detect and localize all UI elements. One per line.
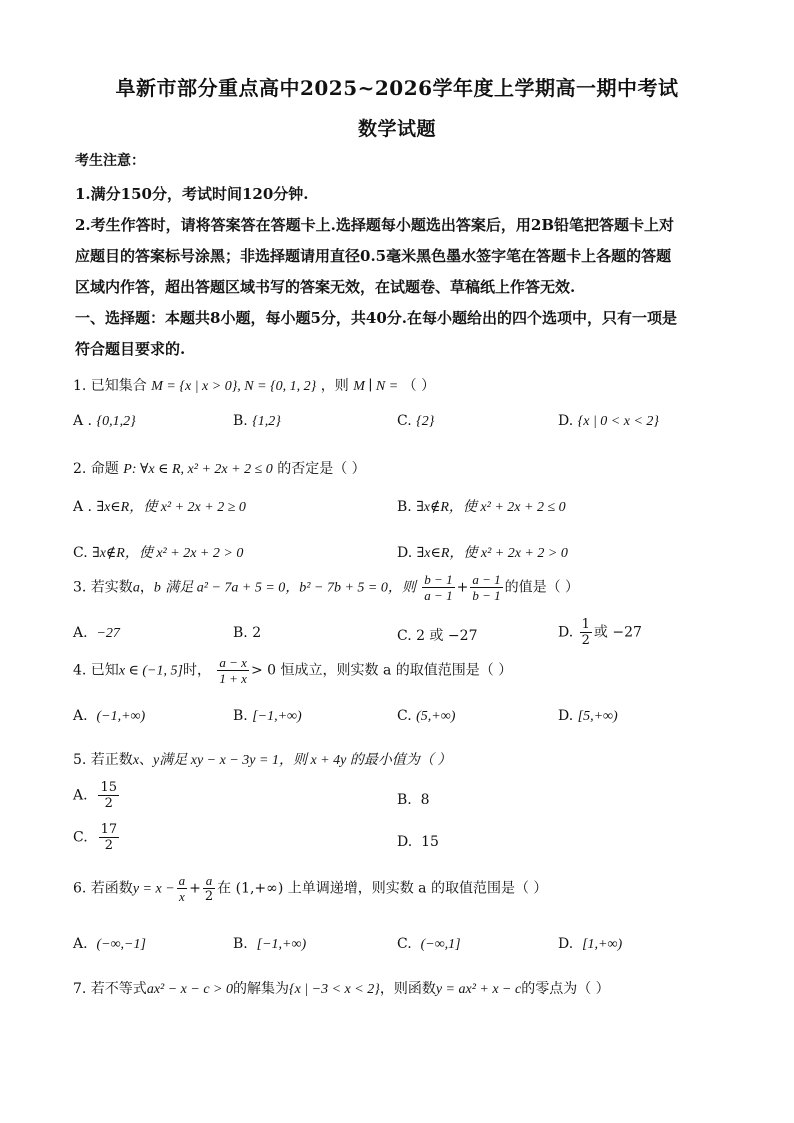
q7-inequality: ax² − x − c > 0 [146, 982, 233, 997]
notice-item-2-line-3: 区域内作答，超出答题区域书写的答案无效，在试题卷、草稿纸上作答无效. [75, 278, 576, 296]
q5-option-d: D. 15 [397, 834, 439, 850]
q7-then: ，则函数 [379, 981, 436, 997]
q3-stem-end: 的值是（ ） [504, 579, 580, 596]
question-3-stem [73, 572, 579, 603]
q6-option-c: C. (−∞,1] [397, 936, 461, 952]
exam-subtitle: 数学试题 [357, 118, 436, 140]
q7-stem-end: 的零点为（ ） [521, 981, 610, 997]
q3-condition: 满足 a² − 7a + 5 = 0，b² − 7b + 5 = 0，则 [165, 580, 416, 596]
notice-item-2-line-1: 2.考生作答时，请将答案答在答题卡上.选择题每小题选出答案后，用2B铅笔把答题卡上对 [75, 216, 675, 234]
q3-option-d-half: $\frac{1}{2}$ [581, 617, 590, 648]
q6-fraction-1: $\frac{a}{x}$ [178, 873, 186, 904]
q6-option-d: D. [1,+∞) [558, 936, 623, 952]
notice-item-1: 1.满分150分，考试时间120分钟. [75, 185, 309, 203]
q1-answer-blank: （ ） [402, 378, 436, 394]
q3-stem-text: 3. 若实数 [73, 579, 133, 596]
notice-heading: 考生注意： [75, 153, 145, 169]
q5-stem-text: 5. 若正数 [73, 752, 133, 768]
section-heading-line-1: 一、选择题：本题共8小题，每小题5分，共40分.在每小题给出的四个选项中，只有一项是 [75, 309, 677, 327]
q3-sep: ， [139, 579, 154, 596]
q7-solution-set: {x | −3 < x < 2} [289, 982, 380, 997]
q2-stem-end: 的否定是（ ） [277, 461, 366, 477]
q3-option-a: A. −27 [73, 625, 120, 641]
q5-option-c-fraction: $\frac{17}{2}$ [100, 822, 118, 853]
q3-option-b: B. 2 [233, 625, 262, 641]
q6-stem-end: 在 (1,+∞) 上单调递增，则实数 a 的取值范围是（ ） [217, 880, 548, 897]
q2-stem-text: 2. 命题 [73, 461, 119, 477]
q5-option-a-fraction: $\frac{15}{2}$ [100, 780, 118, 811]
q6-option-b: B. [−1,+∞) [233, 936, 307, 952]
exam-title: 阜新市部分重点高中2025~2026学年度上学期高一期中考试 [115, 76, 679, 100]
q1-option-d: D. {x | 0 < x < 2} [558, 413, 660, 429]
q4-option-d: D. [5,+∞) [558, 708, 618, 724]
q7-stem-text: 7. 若不等式 [73, 981, 147, 997]
q3-option-c: C. 2 或 −27 [397, 628, 478, 644]
q7-solution-label: 的解集为 [233, 981, 289, 997]
q1-option-c: C. {2} [397, 413, 435, 429]
q7-function: y = ax² + x − c [435, 982, 522, 997]
q2-option-b: B. ∃x∉R，使 x² + 2x + 2 ≤ 0 [397, 499, 566, 515]
question-6-stem [73, 873, 547, 904]
q2-option-d: D. ∃x∈R，使 x² + 2x + 2 > 0 [397, 545, 568, 561]
q6-function: y = x − [132, 881, 175, 897]
q4-option-a: A. (−1,+∞) [73, 708, 146, 724]
q6-stem-text: 6. 若函数 [73, 880, 133, 897]
q2-option-c: C. ∃x∉R，使 x² + 2x + 2 > 0 [73, 545, 244, 561]
q5-var-y: y [153, 753, 160, 768]
q5-sep: 、 [139, 752, 154, 768]
q3-fraction-1: $\frac{b - 1}{a - 1}$ [424, 572, 453, 603]
q4-when: 时， [182, 662, 211, 679]
question-5-stem [73, 749, 451, 769]
q5-var-x: x [132, 753, 140, 768]
q1-option-b: B. {1,2} [233, 413, 281, 429]
q3-var-a: a [132, 580, 140, 596]
q5-option-a: A. $\frac{15}{2}$ [73, 780, 118, 811]
q1-stem-text: 1. 已知集合 [73, 378, 147, 394]
q3-option-d: D. $\frac{1}{2}$ 或 −27 [558, 617, 642, 648]
question-7-stem [73, 978, 610, 998]
q1-stem-then: ，则 [320, 378, 349, 394]
notice-item-2-line-2: 应题目的答案标号涂黑；非选择题请用直径0.5毫米黑色墨水签字笔在答题卡上各题的答题 [75, 247, 672, 265]
q3-plus: + [456, 579, 469, 596]
q1-sets: M = {x | x > 0}, N = {0, 1, 2} [151, 379, 317, 394]
q4-stem-end: > 0 恒成立，则实数 a 的取值范围是（ ） [250, 662, 513, 679]
question-2-stem [73, 458, 366, 478]
q2-proposition: P: ∀x ∈ R, x² + 2x + 2 ≤ 0 [123, 462, 273, 477]
question-4-stem [73, 655, 512, 686]
q4-fraction: $\frac{a - x}{1 + x}$ [219, 655, 247, 686]
q3-fraction-2: $\frac{a - 1}{b - 1}$ [472, 572, 501, 603]
q6-fraction-2: $\frac{a}{2}$ [204, 873, 214, 904]
q5-condition: 满足 xy − x − 3y = 1，则 x + 4y 的最小值为（ ） [159, 753, 452, 768]
q3-var-b: b [153, 580, 161, 596]
q2-option-a: A . ∃x∈R，使 x² + 2x + 2 ≥ 0 [73, 499, 246, 515]
q4-stem-text: 4. 已知 [73, 662, 119, 679]
q1-option-a: A . {0,1,2} [73, 413, 136, 429]
q6-plus: + [189, 880, 201, 897]
section-heading-line-2: 符合题目要求的. [75, 340, 186, 358]
q4-interval: x ∈ (−1, 5] [118, 663, 183, 679]
q1-expression: M ∣ N = [353, 379, 399, 394]
q6-option-a: A. (−∞,−1] [73, 936, 146, 952]
question-1-stem [73, 375, 435, 395]
q5-option-b: B. 8 [397, 792, 430, 808]
q5-option-c: C. $\frac{17}{2}$ [73, 822, 118, 853]
q4-option-c: C. (5,+∞) [397, 708, 456, 724]
q4-option-b: B. [−1,+∞) [233, 708, 302, 724]
